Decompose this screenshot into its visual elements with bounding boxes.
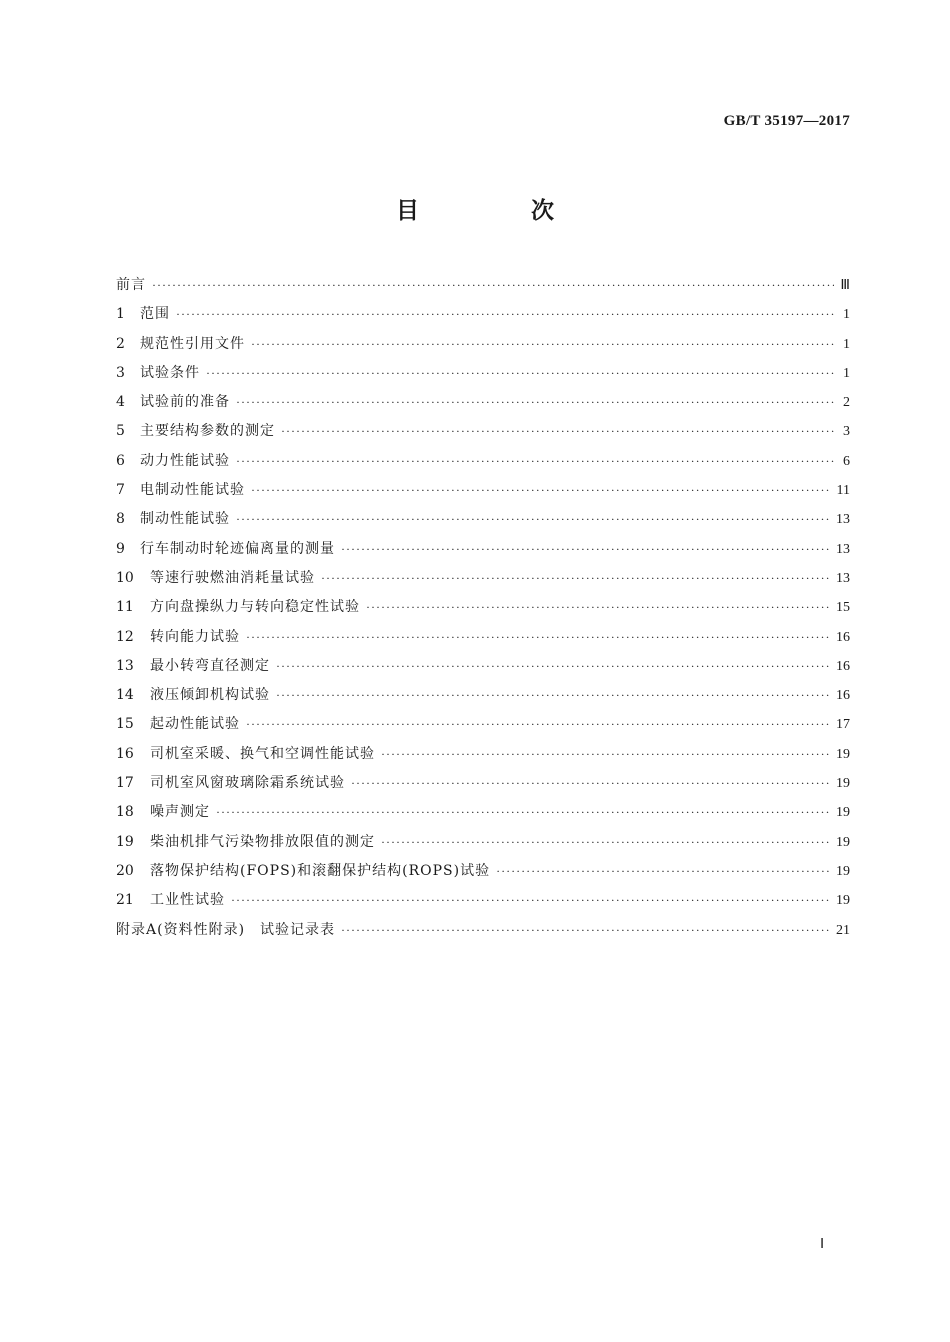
toc-entry-label: 动力性能试验 (140, 452, 230, 469)
toc-entry-label: 最小转弯直径测定 (150, 657, 270, 674)
page-number: Ⅰ (820, 1237, 825, 1252)
dot-leader (276, 688, 830, 703)
dot-leader (236, 454, 834, 469)
toc-entry-page: 19 (836, 834, 850, 850)
toc-entry-page: 19 (836, 746, 850, 762)
toc-entry-number: 18 (116, 804, 134, 821)
toc-entry-number: 15 (116, 716, 134, 733)
toc-entry-page: 11 (836, 483, 850, 499)
dot-leader (231, 893, 830, 908)
toc-entry[interactable] (116, 889, 850, 918)
toc-entry-number: 19 (116, 833, 134, 850)
toc-entry-page: 3 (843, 424, 850, 440)
toc-entry-number: 3 (116, 364, 125, 381)
toc-entry-label: 司机室采暖、换气和空调性能试验 (150, 745, 375, 762)
toc-entry-page: 21 (836, 922, 850, 938)
toc-entry-page: 16 (836, 658, 850, 674)
toc-entry-page: 1 (843, 307, 850, 323)
toc-entry[interactable] (116, 391, 850, 420)
toc-entry[interactable] (116, 860, 850, 889)
toc-entry-number: 11 (116, 599, 134, 616)
dot-leader (321, 571, 830, 586)
toc-entry-number: 13 (116, 657, 134, 674)
toc-entry-label: 前言 (116, 277, 146, 293)
toc-entry-page: 6 (843, 453, 850, 469)
dot-leader (152, 278, 834, 293)
dot-leader (176, 307, 834, 322)
toc-entry-label: 电制动性能试验 (140, 482, 245, 499)
dot-leader (366, 600, 830, 615)
toc-entry-label: 等速行驶燃油消耗量试验 (150, 569, 315, 586)
dot-leader (496, 864, 830, 879)
toc-entry-page: 13 (836, 512, 850, 528)
toc-entry-page: 1 (843, 365, 850, 381)
dot-leader (246, 717, 830, 732)
dot-leader (281, 424, 834, 439)
toc-entry[interactable] (116, 713, 850, 742)
toc-entry-number: 1 (116, 306, 125, 323)
toc-entry-page: 19 (836, 893, 850, 909)
toc-entry-label: 规范性引用文件 (140, 335, 245, 352)
dot-leader (351, 776, 830, 791)
dot-leader (381, 835, 830, 850)
toc-entry-label: 起动性能试验 (150, 716, 240, 733)
toc-entry-page: 19 (836, 805, 850, 821)
toc-entry-label: 方向盘操纵力与转向稳定性试验 (150, 599, 360, 616)
toc-entry-number: 21 (116, 892, 134, 909)
toc-entry-page: 16 (836, 629, 850, 645)
toc-entry-page: 2 (843, 395, 850, 411)
table-of-contents (116, 274, 850, 948)
toc-entry[interactable] (116, 596, 850, 625)
toc-entry-number: 10 (116, 569, 134, 586)
toc-entry-label: 附录A(资料性附录) 试验记录表 (116, 921, 336, 938)
toc-entry-label: 噪声测定 (150, 804, 210, 821)
dot-leader (251, 337, 834, 352)
toc-entry[interactable] (116, 420, 850, 449)
toc-entry-number: 16 (116, 745, 134, 762)
dot-leader (246, 630, 830, 645)
toc-entry-page: 1 (843, 336, 850, 352)
toc-entry-label: 司机室风窗玻璃除霜系统试验 (150, 775, 345, 792)
toc-entry-page: Ⅲ (840, 278, 850, 293)
toc-entry[interactable] (116, 772, 850, 801)
standard-code: GB/T 35197—2017 (723, 113, 850, 129)
dot-leader (341, 923, 830, 938)
toc-entry[interactable] (116, 567, 850, 596)
toc-entry[interactable] (116, 450, 850, 479)
toc-entry-label: 落物保护结构(FOPS)和滚翻保护结构(ROPS)试验 (150, 862, 491, 879)
toc-entry-label: 范围 (140, 306, 170, 323)
toc-entry[interactable] (116, 684, 850, 713)
toc-entry-label: 工业性试验 (150, 892, 225, 909)
toc-entry-label: 试验前的准备 (140, 394, 230, 411)
dot-leader (276, 659, 830, 674)
page-title: 目 次 (395, 198, 606, 224)
toc-entry[interactable] (116, 508, 850, 537)
toc-entry-label: 制动性能试验 (140, 511, 230, 528)
toc-entry-label: 主要结构参数的测定 (140, 423, 275, 440)
toc-entry[interactable] (116, 538, 850, 567)
toc-entry-number: 4 (116, 394, 125, 411)
toc-entry-number: 5 (116, 423, 125, 440)
dot-leader (236, 395, 834, 410)
toc-entry[interactable] (116, 743, 850, 772)
toc-entry[interactable] (116, 626, 850, 655)
toc-entry-label: 试验条件 (140, 364, 200, 381)
toc-entry-page: 19 (836, 863, 850, 879)
toc-entry-page: 15 (836, 600, 850, 616)
toc-entry-label: 行车制动时轮迹偏离量的测量 (140, 540, 335, 557)
toc-entry[interactable] (116, 303, 850, 332)
toc-entry[interactable] (116, 479, 850, 508)
dot-leader (236, 512, 830, 527)
dot-leader (206, 366, 834, 381)
toc-entry-label: 液压倾卸机构试验 (150, 687, 270, 704)
toc-entry[interactable] (116, 919, 850, 948)
toc-entry-number: 17 (116, 775, 134, 792)
toc-entry-number: 12 (116, 628, 134, 645)
toc-entry-page: 13 (836, 541, 850, 557)
toc-entry-number: 6 (116, 452, 125, 469)
toc-entry-page: 16 (836, 688, 850, 704)
dot-leader (251, 483, 831, 498)
toc-entry-page: 19 (836, 776, 850, 792)
toc-entry[interactable] (116, 274, 850, 303)
toc-entry[interactable] (116, 655, 850, 684)
toc-entry-page: 13 (836, 570, 850, 586)
toc-entry-label: 转向能力试验 (150, 628, 240, 645)
toc-entry-number: 9 (116, 540, 125, 557)
toc-entry-label: 柴油机排气污染物排放限值的测定 (150, 833, 375, 850)
dot-leader (381, 747, 830, 762)
dot-leader (341, 542, 830, 557)
toc-entry-number: 14 (116, 687, 134, 704)
toc-entry[interactable] (116, 362, 850, 391)
toc-entry[interactable] (116, 801, 850, 830)
toc-entry-number: 7 (116, 482, 125, 499)
toc-entry-page: 17 (836, 717, 850, 733)
toc-entry-number: 20 (116, 862, 134, 879)
toc-entry-number: 8 (116, 511, 125, 528)
toc-entry[interactable] (116, 333, 850, 362)
toc-entry-number: 2 (116, 335, 125, 352)
toc-entry[interactable] (116, 831, 850, 860)
dot-leader (216, 805, 830, 820)
